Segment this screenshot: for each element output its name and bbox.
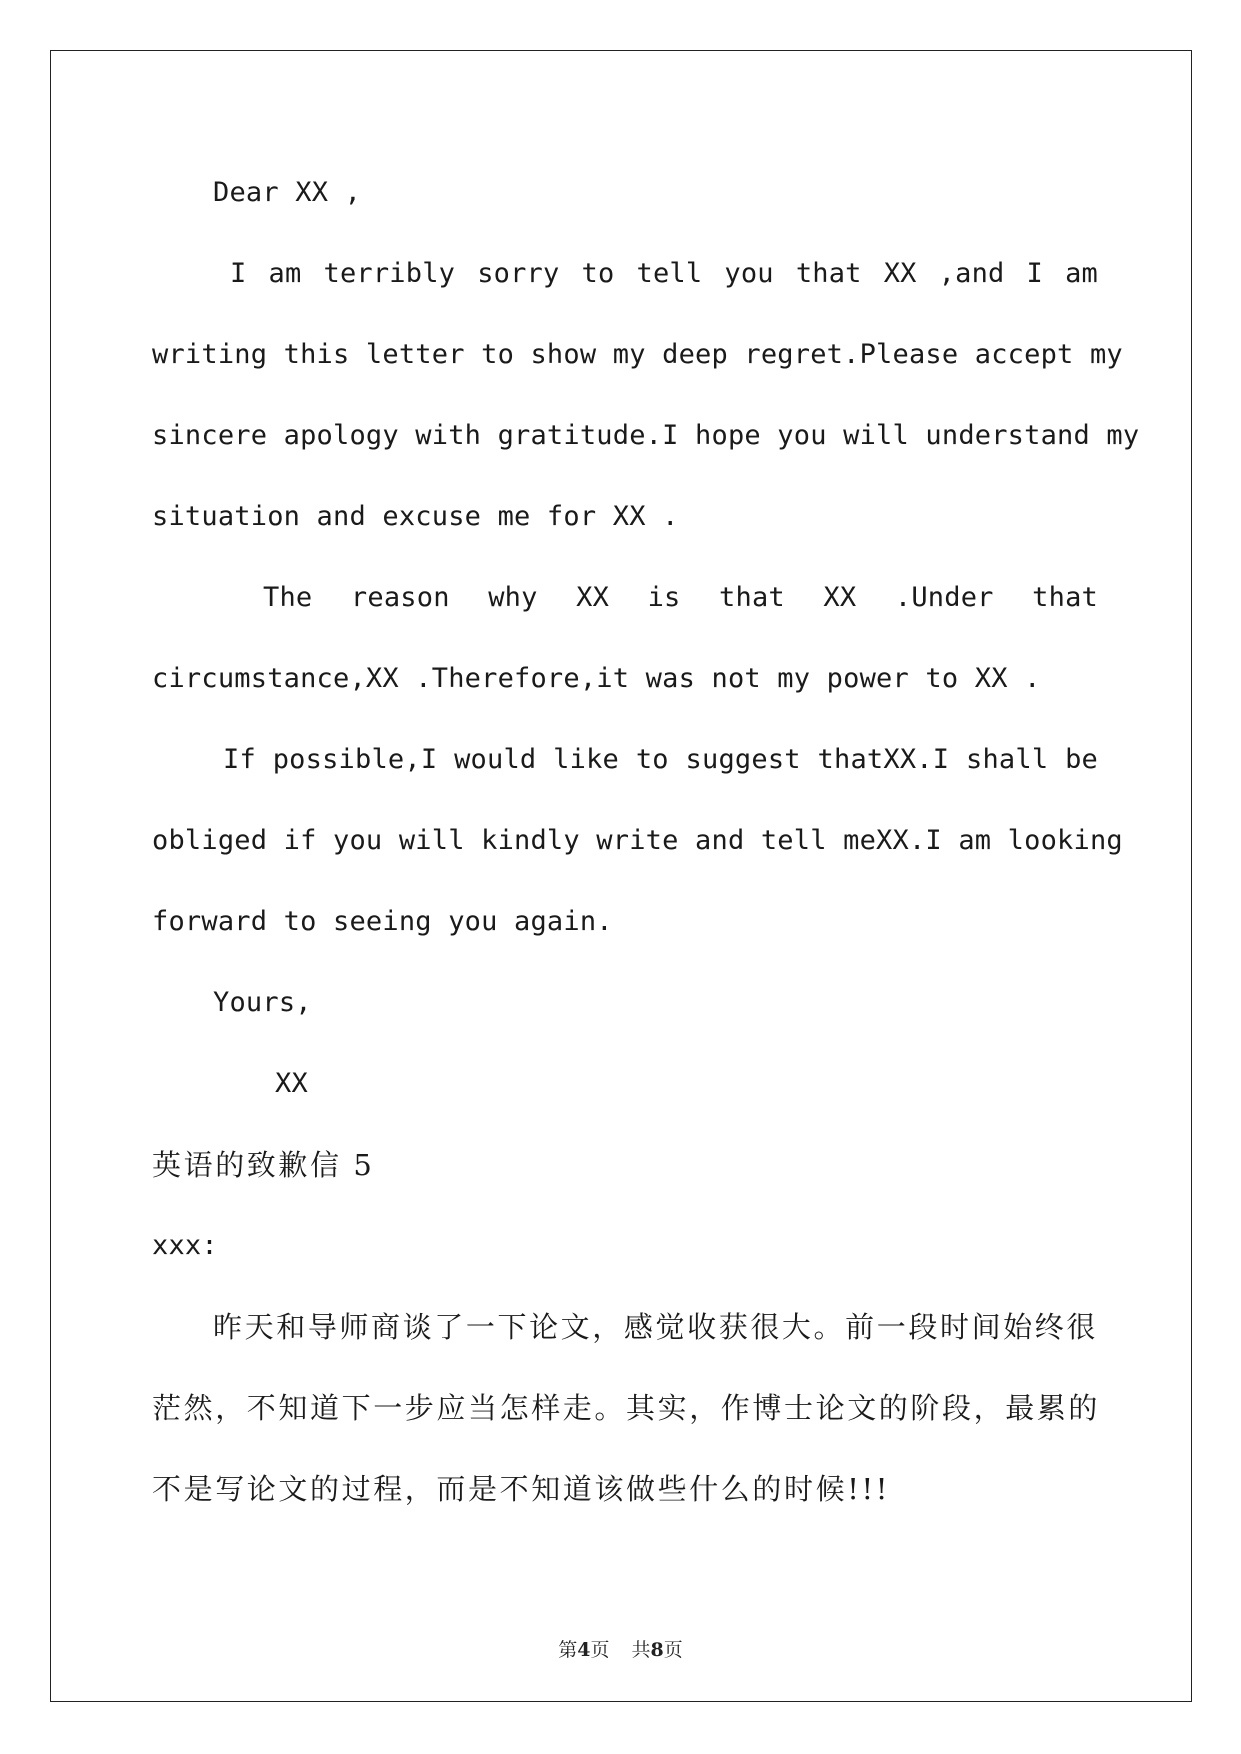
footer-page-number: 4 <box>577 1639 591 1661</box>
paragraph-1-line-3: sincere apology with gratitude.I hope you will understand my <box>152 420 1140 451</box>
paragraph-3-line-1: If possible,I would like to suggest thatXX.I shall be <box>223 744 1098 775</box>
footer-total-suffix: 页 <box>663 1639 683 1661</box>
page-border <box>50 50 1192 1702</box>
letter-salutation: Dear XX , <box>213 177 362 208</box>
paragraph-1-line-2: writing this letter to show my deep regret.Please accept my <box>152 339 1123 370</box>
paragraph-3-line-3: forward to seeing you again. <box>152 906 613 937</box>
footer-total-prefix: 共 <box>631 1639 651 1661</box>
letter-signature: XX <box>275 1068 308 1099</box>
paragraph-2-line-2: circumstance,XX .Therefore,it was not my power to XX . <box>152 663 1041 694</box>
paragraph-2-line-1: The reason why XX is that XX .Under that <box>263 582 1098 613</box>
chinese-line-2: 茫然，不知道下一步应当怎样走。其实，作博士论文的阶段，最累的 <box>152 1391 1101 1425</box>
paragraph-3-line-2: obliged if you will kindly write and tell meXX.I am looking <box>152 825 1123 856</box>
footer-page-suffix: 页 <box>590 1639 610 1661</box>
chinese-line-1: 昨天和导师商谈了一下论文，感觉收获很大。前一段时间始终很 <box>213 1310 1098 1344</box>
page-footer <box>0 1635 1241 1662</box>
letter-closing: Yours, <box>213 987 312 1018</box>
footer-prefix: 第 <box>558 1639 578 1661</box>
paragraph-1-line-1: I am terribly sorry to tell you that XX ,and I am <box>230 258 1098 289</box>
chinese-line-3: 不是写论文的过程，而是不知道该做些什么的时候!!! <box>152 1472 890 1506</box>
paragraph-1-line-4: situation and excuse me for XX . <box>152 501 679 532</box>
footer-total-pages: 8 <box>650 1639 664 1661</box>
section-title: 英语的致歉信 5 <box>152 1148 375 1182</box>
section-addressee: xxx: <box>152 1230 218 1261</box>
